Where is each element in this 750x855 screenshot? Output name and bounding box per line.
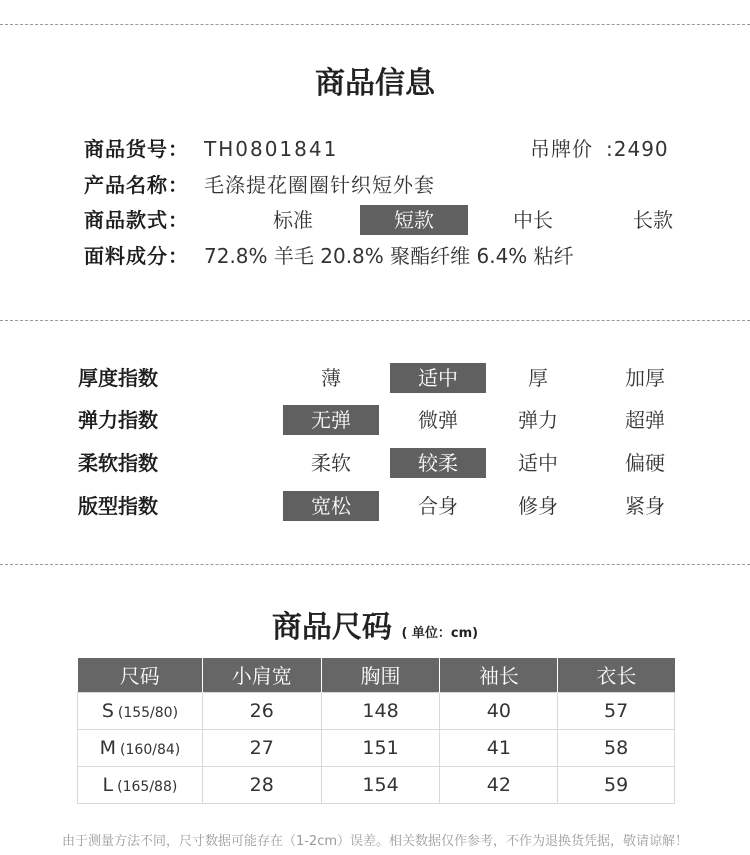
size-measure: (155/80)	[117, 704, 179, 721]
size-code: L	[102, 773, 114, 796]
header-chest: 胸围	[321, 658, 440, 692]
index-option: 适中	[518, 451, 558, 475]
index-option: 无弹	[283, 405, 379, 435]
index-option: 柔软	[311, 451, 351, 475]
price-label: 吊牌价	[530, 137, 593, 161]
style-option: 长款	[633, 208, 673, 232]
index-option: 弹力	[518, 408, 558, 432]
size-measure: (165/88)	[117, 778, 178, 795]
index-option: 加厚	[625, 366, 665, 390]
divider-bottom	[0, 564, 750, 565]
size-row	[78, 729, 675, 766]
size-table-header	[78, 658, 675, 692]
size-cell	[78, 729, 203, 766]
index-option: 薄	[321, 366, 341, 390]
size-table	[77, 658, 675, 804]
index-label: 厚度指数	[78, 366, 158, 390]
size-title: 商品尺码	[271, 610, 392, 645]
index-option: 合身	[418, 494, 458, 518]
style-option: 中长	[513, 208, 553, 232]
index-option: 偏硬	[625, 451, 665, 475]
size-cell	[78, 692, 203, 729]
index-option: 宽松	[283, 491, 379, 521]
size-value: 28	[202, 766, 321, 803]
fabric-label: 面料成分：	[84, 244, 189, 268]
price-value: :2490	[606, 137, 669, 161]
sku-value: TH0801841	[204, 137, 339, 161]
size-title-wrap	[0, 608, 750, 648]
size-unit: ( 单位：cm)	[401, 626, 479, 641]
size-row	[78, 766, 675, 803]
index-option: 紧身	[625, 494, 665, 518]
index-option: 修身	[518, 494, 558, 518]
size-value: 27	[202, 729, 321, 766]
size-code: M	[99, 736, 117, 759]
size-code: S	[101, 699, 114, 722]
fabric-value: 72.8% 羊毛 20.8% 聚酯纤维 6.4% 粘纤	[204, 244, 574, 268]
style-option: 短款	[360, 205, 468, 235]
index-option: 适中	[390, 363, 486, 393]
size-value: 26	[202, 692, 321, 729]
size-measure: (160/84)	[120, 741, 181, 758]
size-value: 59	[558, 766, 675, 803]
sku-row	[84, 134, 684, 164]
style-option: 标准	[273, 208, 313, 232]
name-label: 产品名称：	[84, 173, 189, 197]
divider-middle	[0, 320, 750, 321]
name-value: 毛涤提花圈圈针织短外套	[204, 173, 435, 197]
size-value: 148	[321, 692, 440, 729]
size-footnote: 由于测量方法不同，尺寸数据可能存在（1-2cm）误差。相关数据仅作参考，不作为退换货凭据，敬请谅解！	[61, 834, 689, 849]
size-cell	[78, 766, 203, 803]
size-value: 40	[440, 692, 558, 729]
size-value: 154	[321, 766, 440, 803]
index-option: 较柔	[390, 448, 486, 478]
index-label: 版型指数	[78, 494, 158, 518]
fabric-row	[84, 241, 704, 271]
header-sleeve: 袖长	[440, 658, 558, 692]
name-row	[84, 170, 684, 200]
index-option: 超弹	[625, 408, 665, 432]
index-label: 柔软指数	[78, 451, 158, 475]
index-option: 微弹	[418, 408, 458, 432]
product-info-title: 商品信息	[315, 66, 435, 101]
header-size: 尺码	[78, 658, 203, 692]
size-value: 57	[558, 692, 675, 729]
size-value: 41	[440, 729, 558, 766]
index-label: 弹力指数	[78, 408, 158, 432]
size-value: 42	[440, 766, 558, 803]
sku-label: 商品货号：	[84, 137, 189, 161]
index-option: 厚	[528, 366, 548, 390]
header-shoulder: 小肩宽	[202, 658, 321, 692]
header-length: 衣长	[558, 658, 675, 692]
divider-top	[0, 24, 750, 25]
size-value: 58	[558, 729, 675, 766]
size-value: 151	[321, 729, 440, 766]
size-row	[78, 692, 675, 729]
style-label: 商品款式：	[84, 208, 189, 232]
